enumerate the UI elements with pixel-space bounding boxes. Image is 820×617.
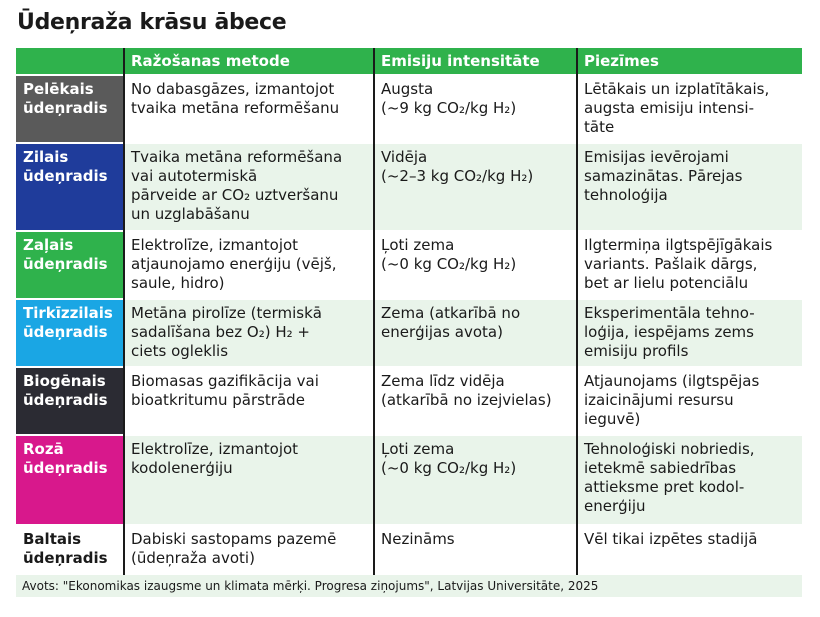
header-notes: Piezīmes bbox=[577, 48, 802, 75]
notes-cell bbox=[577, 367, 802, 435]
method-cell-line: saule, hidro) bbox=[131, 274, 225, 292]
notes-cell-line: emisiju profils bbox=[584, 342, 689, 360]
hydrogen-colors-table bbox=[16, 48, 802, 575]
hydrogen-type-label-line: Zilais bbox=[23, 148, 69, 166]
page-title: Ūdeņraža krāsu ābece bbox=[17, 10, 287, 35]
header-blank bbox=[16, 48, 124, 75]
hydrogen-type-label-line: ūdeņradis bbox=[23, 99, 108, 117]
method-cell-line: No dabasgāzes, izmantojot bbox=[131, 80, 335, 98]
notes-cell-line: augsta emisiju intensi- bbox=[584, 99, 754, 117]
emission-cell bbox=[374, 231, 577, 299]
method-cell bbox=[124, 143, 374, 231]
emission-cell bbox=[374, 435, 577, 525]
hydrogen-type-label-line: ūdeņradis bbox=[23, 391, 108, 409]
hydrogen-type-label-line: ūdeņradis bbox=[23, 459, 108, 477]
header-method: Ražošanas metode bbox=[124, 48, 374, 75]
notes-cell-line: Vēl tikai izpētes stadijā bbox=[584, 530, 758, 548]
hydrogen-type-label bbox=[16, 299, 124, 367]
method-cell-line: (ūdeņraža avoti) bbox=[131, 549, 255, 567]
method-cell bbox=[124, 231, 374, 299]
emission-cell-line: enerģijas avota) bbox=[381, 323, 503, 341]
notes-cell-line: Emisijas ievērojami bbox=[584, 148, 729, 166]
hydrogen-type-label-line: Baltais bbox=[23, 530, 82, 548]
notes-cell bbox=[577, 231, 802, 299]
emission-cell-line: (atkarībā no izejvielas) bbox=[381, 391, 552, 409]
notes-cell-line: bet ar lielu potenciālu bbox=[584, 274, 749, 292]
method-cell-line: Biomasas gazifikācija vai bbox=[131, 372, 319, 390]
notes-cell-line: ietekmē sabiedrības bbox=[584, 459, 737, 477]
method-cell-line: Dabiski sastopams pazemē bbox=[131, 530, 337, 548]
notes-cell-line: tehnoloģija bbox=[584, 186, 668, 204]
notes-cell-line: Tehnoloģiski nobriedis, bbox=[584, 440, 755, 458]
table-header-row bbox=[16, 48, 802, 75]
hydrogen-type-label-line: ūdeņradis bbox=[23, 255, 108, 273]
table-row bbox=[16, 143, 802, 231]
notes-cell bbox=[577, 299, 802, 367]
hydrogen-type-label-line: ūdeņradis bbox=[23, 549, 108, 567]
method-cell bbox=[124, 75, 374, 143]
notes-cell-line: samazinātas. Pārejas bbox=[584, 167, 743, 185]
emission-cell-line: (~2–3 kg CO₂/kg H₂) bbox=[381, 167, 534, 185]
hydrogen-type-label-line: Pelēkais bbox=[23, 80, 94, 98]
method-cell-line: sadalīšana bez O₂) H₂ + bbox=[131, 323, 310, 341]
notes-cell-line: izaicinājumi resursu bbox=[584, 391, 734, 409]
hydrogen-type-label-line: Biogēnais bbox=[23, 372, 106, 390]
method-cell-line: pārveide ar CO₂ uztveršanu bbox=[131, 186, 339, 204]
hydrogen-type-label bbox=[16, 525, 124, 575]
method-cell bbox=[124, 367, 374, 435]
method-cell-line: atjaunojamo enerģiju (vējš, bbox=[131, 255, 337, 273]
notes-cell-line: attieksme pret kodol- bbox=[584, 478, 745, 496]
emission-cell-line: Zema (atkarībā no bbox=[381, 304, 521, 322]
emission-cell bbox=[374, 367, 577, 435]
emission-cell-line: Ļoti zema bbox=[381, 440, 455, 458]
notes-cell-line: ieguvē) bbox=[584, 410, 641, 428]
table-row bbox=[16, 75, 802, 143]
method-cell-line: ciets ogleklis bbox=[131, 342, 229, 360]
hydrogen-type-label bbox=[16, 231, 124, 299]
table-row bbox=[16, 435, 802, 525]
hydrogen-type-label bbox=[16, 435, 124, 525]
method-cell-line: kodolenerģiju bbox=[131, 459, 233, 477]
hydrogen-type-label-line: Zaļais bbox=[23, 236, 74, 254]
method-cell-line: Tvaika metāna reformēšana bbox=[131, 148, 343, 166]
emission-cell-line: (~9 kg CO₂/kg H₂) bbox=[381, 99, 517, 117]
emission-cell-line: Vidēja bbox=[381, 148, 428, 166]
hydrogen-type-label bbox=[16, 143, 124, 231]
notes-cell-line: enerģiju bbox=[584, 497, 646, 515]
method-cell-line: Elektrolīze, izmantojot bbox=[131, 440, 299, 458]
table-row bbox=[16, 299, 802, 367]
source-note: Avots: "Ekonomikas izaugsme un klimata mērķi. Progresa ziņojums", Latvijas Universitāte, 2025 bbox=[16, 575, 802, 597]
table-row bbox=[16, 367, 802, 435]
method-cell-line: Elektrolīze, izmantojot bbox=[131, 236, 299, 254]
hydrogen-type-label-line: ūdeņradis bbox=[23, 323, 108, 341]
emission-cell-line: Ļoti zema bbox=[381, 236, 455, 254]
table-row bbox=[16, 231, 802, 299]
notes-cell-line: loģija, iespējams zems bbox=[584, 323, 754, 341]
table-row bbox=[16, 525, 802, 575]
method-cell-line: vai autotermiskā bbox=[131, 167, 258, 185]
method-cell-line: Metāna pirolīze (termiskā bbox=[131, 304, 322, 322]
method-cell bbox=[124, 299, 374, 367]
method-cell-line: tvaika metāna reformēšanu bbox=[131, 99, 340, 117]
emission-cell bbox=[374, 525, 577, 575]
method-cell bbox=[124, 525, 374, 575]
hydrogen-type-label-line: ūdeņradis bbox=[23, 167, 108, 185]
emission-cell-line: Zema līdz vidēja bbox=[381, 372, 505, 390]
emission-cell bbox=[374, 299, 577, 367]
notes-cell-line: Ilgtermiņa ilgtspējīgākais bbox=[584, 236, 773, 254]
method-cell-line: bioatkritumu pārstrāde bbox=[131, 391, 305, 409]
notes-cell bbox=[577, 75, 802, 143]
emission-cell bbox=[374, 143, 577, 231]
notes-cell bbox=[577, 435, 802, 525]
hydrogen-type-label bbox=[16, 367, 124, 435]
hydrogen-type-label-line: Tirkīzzilais bbox=[23, 304, 113, 322]
emission-cell-line: (~0 kg CO₂/kg H₂) bbox=[381, 459, 517, 477]
header-emission: Emisiju intensitāte bbox=[374, 48, 577, 75]
hydrogen-type-label bbox=[16, 75, 124, 143]
notes-cell-line: Atjaunojams (ilgtspējas bbox=[584, 372, 760, 390]
notes-cell bbox=[577, 525, 802, 575]
notes-cell-line: variants. Pašlaik dārgs, bbox=[584, 255, 758, 273]
method-cell bbox=[124, 435, 374, 525]
notes-cell-line: Eksperimentāla tehno- bbox=[584, 304, 755, 322]
emission-cell-line: Nezināms bbox=[381, 530, 455, 548]
notes-cell-line: tāte bbox=[584, 118, 615, 136]
notes-cell-line: Lētākais un izplatītākais, bbox=[584, 80, 770, 98]
emission-cell-line: (~0 kg CO₂/kg H₂) bbox=[381, 255, 517, 273]
hydrogen-type-label-line: Rozā bbox=[23, 440, 64, 458]
notes-cell bbox=[577, 143, 802, 231]
method-cell-line: un uzglabāšanu bbox=[131, 205, 250, 223]
emission-cell bbox=[374, 75, 577, 143]
emission-cell-line: Augsta bbox=[381, 80, 434, 98]
